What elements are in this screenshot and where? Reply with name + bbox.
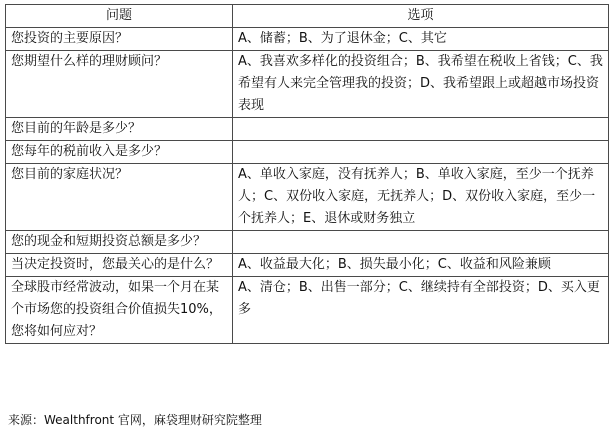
options-cell	[233, 118, 609, 141]
question-cell: 您目前的年龄是多少？	[6, 118, 233, 141]
options-cell	[233, 231, 609, 254]
source-note: 来源：Wealthfront 官网，麻袋理财研究院整理	[8, 413, 262, 427]
survey-table	[5, 4, 609, 344]
table-header-row	[6, 5, 609, 28]
header-options: 选项	[233, 5, 609, 28]
question-cell: 当决定投资时，您最关心的是什么？	[6, 254, 233, 277]
options-cell: A、清仓；B、出售一部分；C、继续持有全部投资；D、买入更多	[233, 277, 609, 344]
header-question: 问题	[6, 5, 233, 28]
question-cell: 您的现金和短期投资总额是多少？	[6, 231, 233, 254]
options-cell	[233, 141, 609, 164]
table-row	[6, 254, 609, 277]
question-cell: 您目前的家庭状况？	[6, 164, 233, 231]
table-row	[6, 141, 609, 164]
question-cell: 您期望什么样的理财顾问？	[6, 51, 233, 118]
options-cell: A、储蓄；B、为了退休金；C、其它	[233, 28, 609, 51]
table-row	[6, 231, 609, 254]
question-cell: 您每年的税前收入是多少？	[6, 141, 233, 164]
table-row	[6, 118, 609, 141]
table-row	[6, 277, 609, 344]
question-cell: 全球股市经常波动，如果一个月在某个市场您的投资组合价值损失10%，您将如何应对？	[6, 277, 233, 344]
question-cell: 您投资的主要原因？	[6, 28, 233, 51]
table-row	[6, 164, 609, 231]
table-row	[6, 51, 609, 118]
options-cell: A、收益最大化；B、损失最小化；C、收益和风险兼顾	[233, 254, 609, 277]
table-row	[6, 28, 609, 51]
options-cell: A、我喜欢多样化的投资组合；B、我希望在税收上省钱；C、我希望有人来完全管理我的投资；D、我希望跟上或超越市场投资表现	[233, 51, 609, 118]
survey-table-container	[5, 4, 608, 344]
options-cell: A、单收入家庭，没有抚养人；B、单收入家庭，至少一个抚养人；C、双份收入家庭，无抚养人；D、双份收入家庭，至少一个抚养人；E、退休或财务独立	[233, 164, 609, 231]
